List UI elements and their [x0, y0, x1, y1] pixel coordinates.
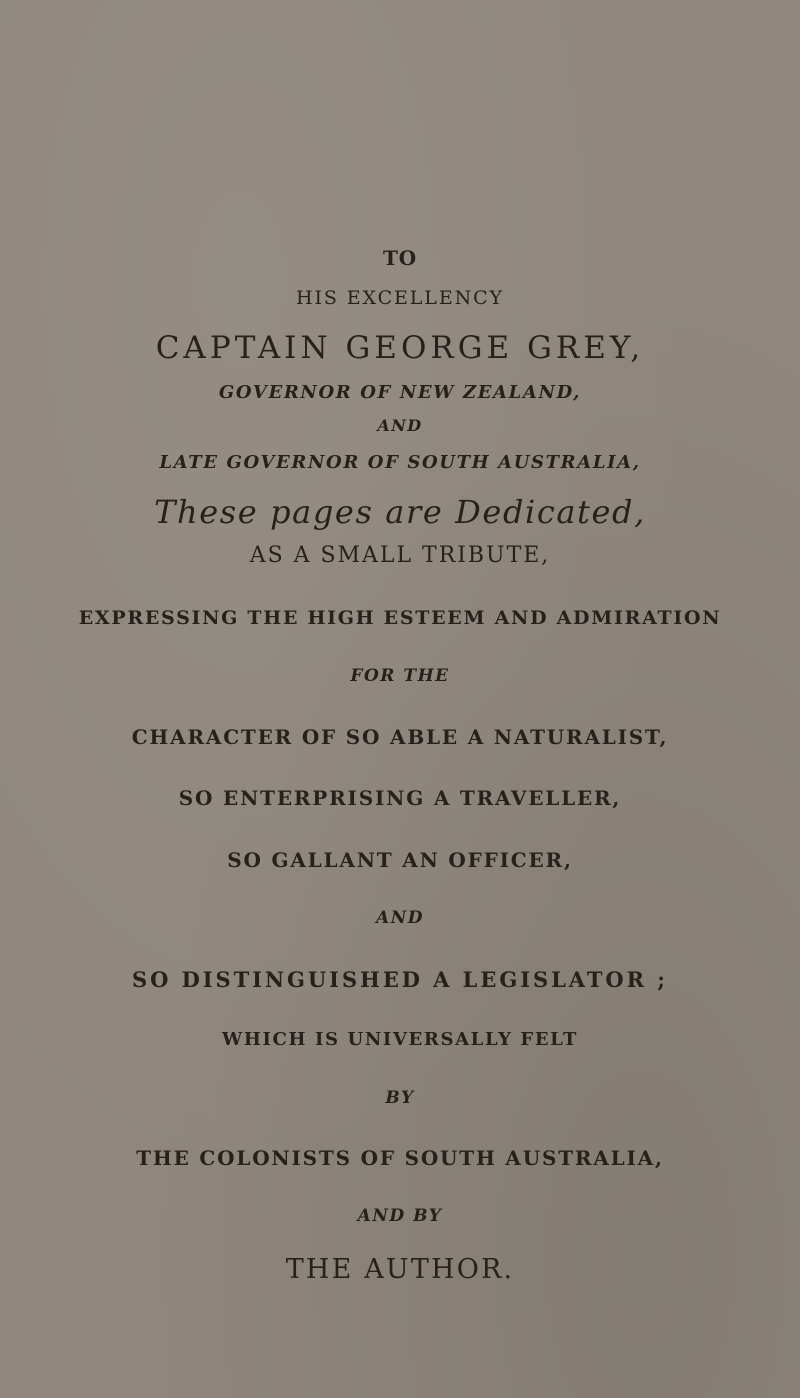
dedication-to: TO [383, 246, 417, 270]
expressing-line: EXPRESSING THE HIGH ESTEEM AND ADMIRATION [78, 607, 722, 629]
and-by-line: AND BY [357, 1206, 443, 1226]
conjunction-and-2: AND [375, 908, 425, 928]
for-the-line: FOR THE [350, 666, 450, 686]
traveller-line: SO ENTERPRISING A TRAVELLER, [178, 786, 622, 810]
dedication-his-excellency: HIS EXCELLENCY [295, 287, 504, 309]
title-governor-new-zealand: GOVERNOR OF NEW ZEALAND, [218, 382, 582, 403]
universally-felt-line: WHICH IS UNIVERSALLY FELT [222, 1029, 578, 1050]
conjunction-and-1: AND [377, 416, 423, 435]
officer-line: SO GALLANT AN OFFICER, [227, 848, 573, 872]
dedicated-line: These pages are Dedicated, [154, 493, 646, 531]
colonists-line: THE COLONISTS OF SOUTH AUSTRALIA, [136, 1146, 664, 1170]
dedicatee-name: CAPTAIN GEORGE GREY, [155, 330, 645, 366]
legislator-line: SO DISTINGUISHED A LEGISLATOR ; [131, 967, 668, 992]
by-line: BY [385, 1088, 415, 1108]
title-late-governor-south-australia: LATE GOVERNOR OF SOUTH AUSTRALIA, [159, 452, 641, 473]
naturalist-line: CHARACTER OF SO ABLE A NATURALIST, [131, 725, 669, 749]
author-line: THE AUTHOR. [285, 1254, 515, 1285]
tribute-line: AS A SMALL TRIBUTE, [249, 543, 551, 568]
